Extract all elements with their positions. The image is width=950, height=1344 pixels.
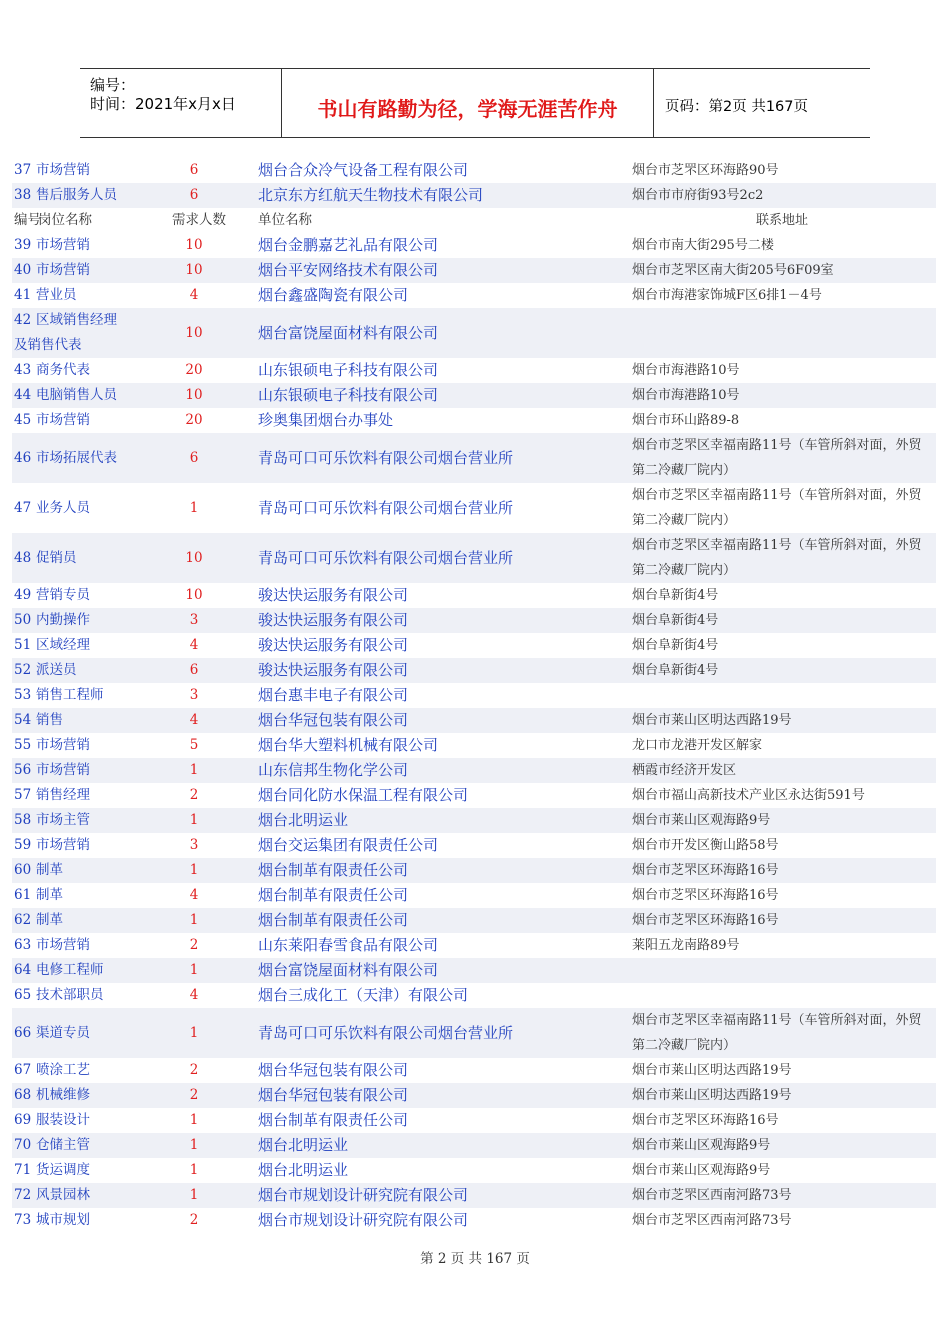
row-count: 10	[185, 237, 203, 253]
row-address: 烟台市市府街93号2c2	[632, 188, 764, 203]
page-header	[80, 68, 870, 138]
row-company: 烟台市规划设计研究院有限公司	[258, 1186, 469, 1204]
table-row	[12, 483, 936, 533]
row-number: 70	[14, 1137, 32, 1153]
row-company: 烟台市规划设计研究院有限公司	[258, 1211, 469, 1229]
row-company: 山东莱阳春雪食品有限公司	[258, 936, 439, 954]
row-number: 46	[14, 450, 32, 466]
row-number: 45	[14, 412, 32, 428]
row-position: 制革	[36, 862, 63, 878]
header-motto: 书山有路勤为径，学海无涯苦作舟	[282, 69, 654, 137]
row-number: 48	[14, 550, 32, 566]
table-row	[12, 383, 936, 408]
row-position: 营销专员	[36, 587, 90, 603]
row-company: 山东银硕电子科技有限公司	[258, 361, 439, 379]
row-number: 59	[14, 837, 32, 853]
row-position: 风景园林	[36, 1187, 90, 1203]
row-company: 烟台北明运业	[258, 1136, 349, 1154]
row-count: 4	[189, 287, 199, 303]
row-address: 烟台市莱山区观海路9号	[632, 1163, 771, 1178]
row-count: 2	[189, 1062, 199, 1078]
table-row	[12, 633, 936, 658]
row-address: 烟台市芝罘区南大街205号6F09室	[632, 263, 834, 278]
row-company: 烟台同化防水保温工程有限公司	[258, 786, 469, 804]
row-count: 10	[185, 387, 203, 403]
header-address: 联系地址	[755, 213, 808, 228]
row-address: 烟台市莱山区明达西路19号	[632, 1063, 792, 1078]
row-count: 1	[189, 762, 199, 778]
row-position: 城市规划	[36, 1212, 90, 1228]
row-position: 市场营销	[36, 837, 90, 853]
table-row	[12, 258, 936, 283]
row-address: 烟台市芝罘区环海路16号	[632, 863, 779, 878]
row-address: 烟台市芝罘区幸福南路11号（车管所斜对面，外贸第二冷藏厂院内）	[632, 488, 922, 528]
row-count: 1	[189, 862, 199, 878]
header-count: 需求人数	[172, 212, 226, 228]
table-row	[12, 408, 936, 433]
table-row	[12, 933, 936, 958]
row-company: 珍奥集团烟台办事处	[258, 411, 394, 429]
row-company: 山东信邦生物化学公司	[258, 761, 409, 779]
row-number: 62	[14, 912, 32, 928]
row-number: 39	[14, 237, 32, 253]
table-row	[12, 608, 936, 633]
row-company: 青岛可口可乐饮料有限公司烟台营业所	[258, 449, 514, 467]
row-position: 市场营销	[36, 737, 90, 753]
row-number: 64	[14, 962, 32, 978]
row-number: 73	[14, 1212, 32, 1228]
row-number: 68	[14, 1087, 32, 1103]
row-count: 1	[189, 1112, 199, 1128]
row-address: 烟台市莱山区观海路9号	[632, 813, 771, 828]
row-address: 烟台市芝罘区西南河路73号	[632, 1213, 792, 1228]
row-number: 54	[14, 712, 32, 728]
row-count: 4	[189, 987, 199, 1003]
job-table	[12, 158, 936, 1233]
row-position: 制革	[36, 887, 63, 903]
row-number: 61	[14, 887, 32, 903]
row-position: 机械维修	[36, 1087, 90, 1103]
row-position: 货运调度	[36, 1162, 90, 1178]
row-address: 烟台市芝罘区西南河路73号	[632, 1188, 792, 1203]
row-position: 销售	[36, 712, 63, 728]
row-address: 烟台市芝罘区环海路16号	[632, 1113, 779, 1128]
row-company: 北京东方红航天生物技术有限公司	[258, 186, 484, 204]
table-row	[12, 1108, 936, 1133]
table-row	[12, 1208, 936, 1233]
row-address: 烟台市开发区衡山路58号	[632, 838, 779, 853]
row-company: 山东银硕电子科技有限公司	[258, 386, 439, 404]
row-company: 烟台合众冷气设备工程有限公司	[258, 161, 469, 179]
row-company: 烟台制革有限责任公司	[258, 1111, 409, 1129]
row-position: 市场拓展代表	[36, 450, 117, 466]
row-company: 骏达快运服务有限公司	[258, 661, 409, 679]
table-row	[12, 883, 936, 908]
row-number: 44	[14, 387, 32, 403]
row-number: 40	[14, 262, 32, 278]
row-number: 72	[14, 1187, 32, 1203]
row-count: 2	[189, 937, 199, 953]
row-position: 市场营销	[36, 162, 90, 178]
row-address: 烟台市莱山区明达西路19号	[632, 713, 792, 728]
row-number: 37	[14, 162, 32, 178]
row-position: 售后服务人员	[36, 187, 117, 203]
header-no: 编号	[14, 212, 41, 228]
row-address: 栖霞市经济开发区	[632, 763, 737, 778]
row-company: 烟台富饶屋面材料有限公司	[258, 961, 439, 979]
row-number: 53	[14, 687, 32, 703]
row-company: 烟台惠丰电子有限公司	[258, 686, 409, 704]
row-number: 42	[14, 312, 32, 328]
header-time-label: 时间：2021年x月x日	[90, 95, 236, 113]
row-position: 市场营销	[36, 937, 90, 953]
row-count: 10	[185, 262, 203, 278]
row-position: 仓储主管	[36, 1137, 90, 1153]
row-company: 烟台北明运业	[258, 811, 349, 829]
row-address: 烟台市芝罘区环海路16号	[632, 913, 779, 928]
row-address: 烟台市芝罘区幸福南路11号（车管所斜对面，外贸第二冷藏厂院内）	[632, 538, 922, 578]
row-company: 烟台华冠包装有限公司	[258, 1086, 409, 1104]
row-address: 烟台市芝罘区环海路90号	[632, 163, 779, 178]
row-count: 2	[189, 787, 199, 803]
row-address: 烟台市南大街295号二楼	[632, 238, 774, 253]
row-address: 烟台市芝罘区幸福南路11号（车管所斜对面，外贸第二冷藏厂院内）	[632, 1013, 922, 1053]
row-address: 烟台市海港路10号	[632, 363, 740, 378]
row-address: 烟台阜新街4号	[632, 588, 719, 603]
row-address: 烟台市莱山区明达西路19号	[632, 1088, 792, 1103]
header-company: 单位名称	[258, 212, 312, 228]
row-count: 5	[189, 737, 199, 753]
row-company: 青岛可口可乐饮料有限公司烟台营业所	[258, 499, 514, 517]
row-address: 烟台阜新街4号	[632, 663, 719, 678]
row-position: 喷涂工艺	[36, 1062, 90, 1078]
row-number: 51	[14, 637, 32, 653]
row-count: 10	[185, 587, 203, 603]
row-company: 烟台华大塑料机械有限公司	[258, 736, 439, 754]
row-company: 烟台华冠包装有限公司	[258, 1061, 409, 1079]
row-number: 52	[14, 662, 32, 678]
row-position: 内勤操作	[36, 612, 90, 628]
row-number: 41	[14, 287, 32, 303]
row-position: 市场营销	[36, 412, 90, 428]
table-row	[12, 858, 936, 883]
row-company: 烟台交运集团有限责任公司	[258, 836, 439, 854]
row-number: 69	[14, 1112, 32, 1128]
row-count: 1	[189, 1187, 199, 1203]
row-position: 销售工程师	[36, 687, 104, 703]
table-row	[12, 983, 936, 1008]
row-number: 56	[14, 762, 32, 778]
table-row	[12, 1058, 936, 1083]
row-company: 骏达快运服务有限公司	[258, 611, 409, 629]
row-company: 烟台金鹏嘉艺礼品有限公司	[258, 236, 439, 254]
row-address: 烟台市福山高新技术产业区永达街591号	[632, 788, 865, 803]
row-number: 58	[14, 812, 32, 828]
row-position-line2: 及销售代表	[14, 337, 82, 353]
row-number: 71	[14, 1162, 32, 1178]
row-position: 制革	[36, 912, 63, 928]
row-position: 商务代表	[36, 362, 90, 378]
row-company: 烟台富饶屋面材料有限公司	[258, 324, 439, 342]
row-count: 6	[189, 187, 199, 203]
row-count: 1	[189, 962, 199, 978]
row-position: 区域销售经理	[36, 312, 117, 328]
row-address: 烟台市莱山区观海路9号	[632, 1138, 771, 1153]
header-page-label: 页码：第2页 共167页	[665, 99, 809, 115]
table-header-row	[12, 208, 936, 233]
row-count: 1	[189, 812, 199, 828]
row-count: 1	[189, 1025, 199, 1041]
row-address: 龙口市龙港开发区解家	[632, 738, 763, 753]
row-count: 10	[185, 550, 203, 566]
table-row	[12, 808, 936, 833]
table-row	[12, 1083, 936, 1108]
table-row	[12, 533, 936, 583]
row-count: 3	[189, 837, 199, 853]
table-row	[12, 583, 936, 608]
table-row	[12, 358, 936, 383]
row-count: 1	[189, 1162, 199, 1178]
row-company: 烟台鑫盛陶瓷有限公司	[258, 286, 409, 304]
row-number: 65	[14, 987, 32, 1003]
row-count: 2	[189, 1087, 199, 1103]
row-company: 烟台华冠包装有限公司	[258, 711, 409, 729]
row-address: 烟台市环山路89-8	[632, 413, 740, 428]
row-company: 骏达快运服务有限公司	[258, 636, 409, 654]
row-number: 67	[14, 1062, 32, 1078]
row-company: 青岛可口可乐饮料有限公司烟台营业所	[258, 1024, 514, 1042]
row-position: 区域经理	[36, 637, 90, 653]
row-count: 20	[185, 362, 203, 378]
table-row	[12, 433, 936, 483]
row-count: 6	[189, 450, 199, 466]
row-address: 烟台阜新街4号	[632, 613, 719, 628]
row-company: 烟台北明运业	[258, 1161, 349, 1179]
row-company: 烟台制革有限责任公司	[258, 861, 409, 879]
table-row	[12, 833, 936, 858]
row-company: 青岛可口可乐饮料有限公司烟台营业所	[258, 549, 514, 567]
row-count: 6	[189, 162, 199, 178]
row-count: 4	[189, 887, 199, 903]
row-position: 营业员	[36, 287, 77, 303]
table-row	[12, 183, 936, 208]
row-count: 20	[185, 412, 203, 428]
header-position: 岗位名称	[38, 212, 92, 228]
row-address: 烟台阜新街4号	[632, 638, 719, 653]
row-number: 63	[14, 937, 32, 953]
row-position: 促销员	[36, 550, 77, 566]
table-row	[12, 758, 936, 783]
row-count: 2	[189, 1212, 199, 1228]
row-position: 市场营销	[36, 262, 90, 278]
table-row	[12, 908, 936, 933]
row-number: 60	[14, 862, 32, 878]
row-position: 渠道专员	[36, 1025, 90, 1041]
row-number: 47	[14, 500, 32, 516]
row-address: 莱阳五龙南路89号	[632, 938, 740, 953]
row-number: 50	[14, 612, 32, 628]
row-number: 55	[14, 737, 32, 753]
row-count: 1	[189, 500, 199, 516]
table-row	[12, 1008, 936, 1058]
row-position: 业务人员	[36, 500, 90, 516]
row-position: 市场营销	[36, 762, 90, 778]
row-address: 烟台市海港家饰城F区6排1－4号	[632, 288, 822, 303]
table-row	[12, 1158, 936, 1183]
row-count: 4	[189, 712, 199, 728]
row-address: 烟台市芝罘区环海路16号	[632, 888, 779, 903]
table-row	[12, 683, 936, 708]
row-number: 49	[14, 587, 32, 603]
table-row	[12, 658, 936, 683]
row-position: 技术部职员	[36, 987, 104, 1003]
row-position: 销售经理	[36, 787, 90, 803]
row-count: 10	[185, 325, 203, 341]
row-position: 电修工程师	[36, 962, 104, 978]
row-position: 市场营销	[36, 237, 90, 253]
row-count: 1	[189, 912, 199, 928]
row-count: 3	[189, 612, 199, 628]
table-row	[12, 733, 936, 758]
table-row	[12, 1183, 936, 1208]
row-company: 烟台平安网络技术有限公司	[258, 261, 439, 279]
table-row	[12, 233, 936, 258]
row-count: 4	[189, 637, 199, 653]
row-count: 6	[189, 662, 199, 678]
header-meta-cell	[80, 69, 282, 137]
row-count: 1	[189, 1137, 199, 1153]
row-address: 烟台市海港路10号	[632, 388, 740, 403]
row-number: 66	[14, 1025, 32, 1041]
page-footer: 第 2 页 共 167 页	[420, 1251, 530, 1267]
table-row	[12, 958, 936, 983]
row-position: 市场主管	[36, 812, 90, 828]
row-company: 骏达快运服务有限公司	[258, 586, 409, 604]
table-row	[12, 308, 936, 358]
table-row	[12, 158, 936, 183]
row-position: 电脑销售人员	[36, 387, 117, 403]
row-number: 57	[14, 787, 32, 803]
table-row	[12, 1133, 936, 1158]
header-number-label: 编号：	[90, 76, 136, 94]
row-company: 烟台制革有限责任公司	[258, 911, 409, 929]
table-row	[12, 283, 936, 308]
row-count: 3	[189, 687, 199, 703]
row-position: 服装设计	[36, 1112, 90, 1128]
table-row	[12, 708, 936, 733]
row-number: 38	[14, 187, 32, 203]
row-number: 43	[14, 362, 32, 378]
row-company: 烟台制革有限责任公司	[258, 886, 409, 904]
table-row	[12, 783, 936, 808]
row-address: 烟台市芝罘区幸福南路11号（车管所斜对面，外贸第二冷藏厂院内）	[632, 438, 922, 478]
row-position: 派送员	[36, 662, 77, 678]
row-company: 烟台三成化工（天津）有限公司	[258, 986, 469, 1004]
